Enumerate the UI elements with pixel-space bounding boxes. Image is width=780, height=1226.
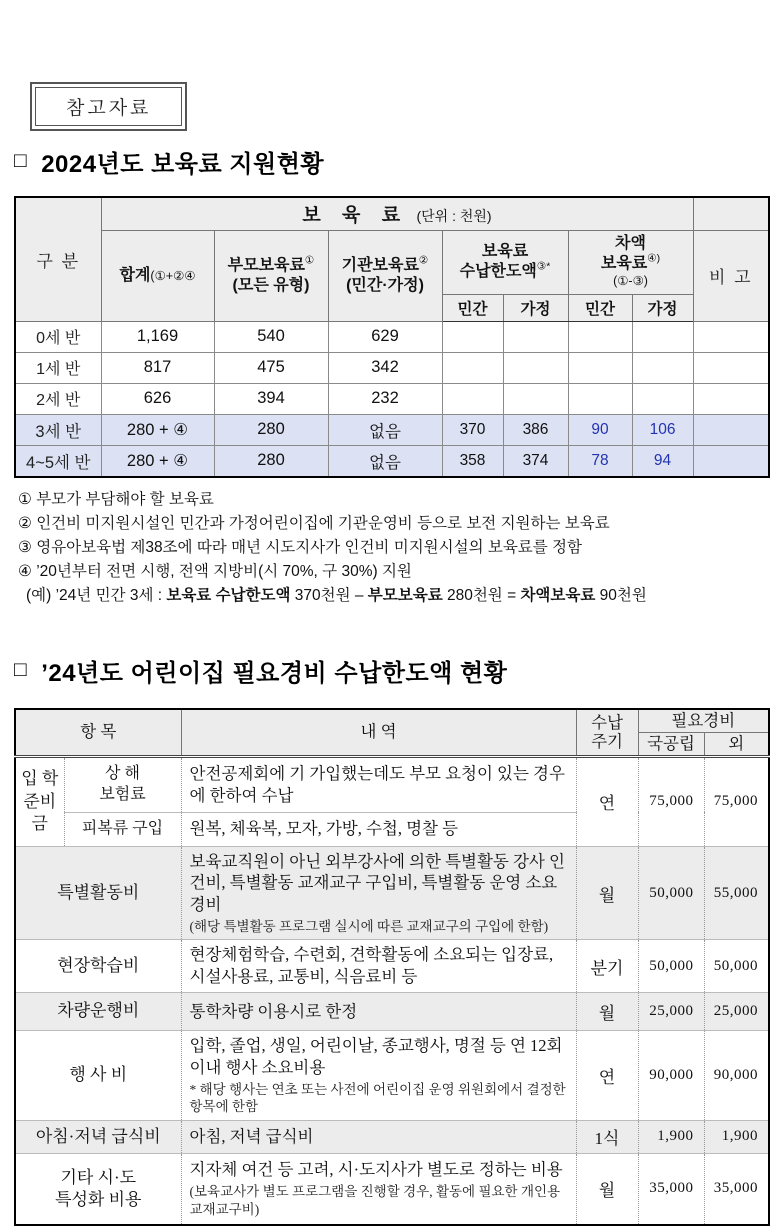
col-diff-line3: (①-③) — [613, 274, 648, 289]
age-label-cell: 2세 반 — [15, 383, 101, 414]
table-row-age45 — [15, 445, 769, 477]
diff-home-cell: 106 — [632, 414, 693, 445]
org-fee-cell: 629 — [328, 321, 442, 352]
col-org-line2: (민간·가정) — [346, 276, 424, 294]
footnote-3: ③ 영유아보육법 제38조에 따라 매년 시도지사가 인건비 미지원시설의 보육료를 정함 — [18, 539, 583, 556]
diff-private-cell — [568, 352, 632, 383]
table-row-age3 — [15, 414, 769, 445]
footnote-1: ① 부모가 부담해야 할 보육료 — [18, 491, 214, 508]
footnote-4: ④ ’20년부터 전면 시행, 전액 지방비(시 70%, 구 30%) 지원 — [18, 563, 412, 580]
footnote-2-marker: ② — [418, 254, 429, 267]
col2-detail: 내 역 — [181, 709, 576, 756]
note-cell — [693, 352, 769, 383]
diff-private-cell: 90 — [568, 414, 632, 445]
item-entrance-line1: 입 학 — [21, 769, 59, 789]
heading-expense-limit — [14, 653, 780, 688]
desc-special-main: 보육교직원이 아닌 외부강사에 의한 특별활동 강사 인건비, 특별활동 교재교구 구입비, 특별활동 운영 소요경비 — [189, 851, 565, 915]
limit-private-cell: 358 — [442, 445, 503, 477]
example-bold-diff: 차액보육료 — [520, 587, 596, 604]
public-amount-cell: 75,000 — [638, 756, 704, 846]
row-etc-special — [15, 1153, 769, 1225]
limit-home-cell: 374 — [503, 445, 568, 477]
public-amount-cell: 35,000 — [638, 1153, 704, 1225]
diff-home-cell — [632, 383, 693, 414]
expense-limit-table — [14, 708, 770, 1226]
desc-special-note: (해당 특별활동 프로그램 실시에 따른 교재교구의 구입에 한함) — [189, 918, 549, 934]
row-event — [15, 1030, 769, 1120]
diff-home-cell — [632, 321, 693, 352]
example-mid2: 280천원 = — [442, 587, 521, 604]
footnote-3-marker: ③* — [536, 260, 551, 273]
cycle-cell: 연 — [576, 756, 638, 846]
subitem-insurance-line1: 상 해 — [105, 764, 140, 782]
row-field-trip — [15, 940, 769, 993]
diff-home-cell — [632, 352, 693, 383]
other-amount-cell: 75,000 — [704, 756, 769, 846]
limit-private-cell — [442, 321, 503, 352]
age-label-cell: 4~5세 반 — [15, 445, 101, 477]
col2-item: 항 목 — [15, 709, 181, 756]
col-limit-line1: 보육료 — [481, 243, 529, 260]
parent-fee-cell: 280 — [214, 445, 328, 477]
heading-support-status — [14, 144, 780, 179]
reference-label: 참고자료 — [35, 87, 182, 126]
public-amount-cell: 90,000 — [638, 1030, 704, 1120]
table-row-age0 — [15, 321, 769, 352]
item-vehicle-cell: 차량운행비 — [15, 992, 181, 1030]
col-note: 비 고 — [693, 230, 769, 321]
other-amount-cell: 1,900 — [704, 1120, 769, 1153]
limit-private-cell — [442, 352, 503, 383]
diff-private-cell — [568, 383, 632, 414]
col-parent-fee — [214, 230, 328, 321]
fee-band-header — [101, 197, 693, 230]
col-fee-limit — [442, 230, 568, 294]
example-prefix: (예) ’24년 민간 3세 : — [26, 587, 167, 604]
parent-fee-cell: 540 — [214, 321, 328, 352]
other-amount-cell: 50,000 — [704, 940, 769, 993]
diff-private-cell — [568, 321, 632, 352]
row-vehicle — [15, 992, 769, 1030]
col-diff-line1: 차액 — [615, 235, 646, 253]
col-total-fee — [101, 230, 214, 321]
parent-fee-cell: 475 — [214, 352, 328, 383]
item-special-cell: 특별활동비 — [15, 846, 181, 940]
other-amount-cell: 55,000 — [704, 846, 769, 940]
limit-private-cell — [442, 383, 503, 414]
col-limit-home: 가정 — [503, 294, 568, 321]
desc-event-cell — [181, 1030, 576, 1120]
cycle-cell: 연 — [576, 1030, 638, 1120]
col-total-main: 합계 — [119, 266, 151, 284]
heading-expense-limit-text: ’24년도 어린이집 필요경비 수납한도액 현황 — [41, 660, 508, 687]
total-cell: 817 — [101, 352, 214, 383]
org-fee-cell: 없음 — [328, 414, 442, 445]
org-fee-cell: 232 — [328, 383, 442, 414]
example-tail: 90천원 — [595, 587, 647, 604]
note-cell — [693, 445, 769, 477]
age-label-cell: 3세 반 — [15, 414, 101, 445]
empty-header-cell — [693, 197, 769, 230]
note-cell — [693, 414, 769, 445]
col-org-line1: 기관보육료 — [341, 256, 419, 274]
total-cell: 1,169 — [101, 321, 214, 352]
col-gubun: 구 분 — [15, 197, 101, 321]
desc-insurance-cell: 안전공제회에 기 가입했는데도 부모 요청이 있는 경우에 한하여 수납 — [181, 756, 576, 812]
desc-meal-cell: 아침, 저녁 급식비 — [181, 1120, 576, 1153]
col-org-fee — [328, 230, 442, 321]
limit-home-cell — [503, 352, 568, 383]
other-amount-cell: 35,000 — [704, 1153, 769, 1225]
footnote-4-marker: ④) — [647, 252, 661, 265]
example-bold-limit: 보육료 수납한도액 — [166, 587, 291, 604]
note-cell — [693, 321, 769, 352]
desc-etc-note: (보육교사가 별도 프로그램을 진행할 경우, 활동에 필요한 개인용 교재교구비) — [189, 1184, 561, 1217]
item-field-cell: 현장학습비 — [15, 940, 181, 993]
desc-field-cell: 현장체험학습, 수련회, 견학활동에 소요되는 입장료, 시설사용료, 교통비, 식음료비 등 — [181, 940, 576, 993]
item-entrance-line2: 준비금 — [23, 791, 57, 833]
table-row-age1 — [15, 352, 769, 383]
childcare-fee-table — [14, 196, 770, 478]
col2-cycle-line2: 주기 — [591, 732, 623, 752]
col2-expense: 필요경비 — [638, 709, 769, 732]
col-diff-home: 가정 — [632, 294, 693, 321]
diff-private-cell: 78 — [568, 445, 632, 477]
public-amount-cell: 1,900 — [638, 1120, 704, 1153]
limit-home-cell — [503, 321, 568, 352]
total-cell: 280 + ④ — [101, 445, 214, 477]
footnote-example — [26, 584, 780, 608]
public-amount-cell: 25,000 — [638, 992, 704, 1030]
col2-cycle-line1: 수납 — [591, 712, 623, 732]
heading-support-status-text: 2024년도 보육료 지원현황 — [41, 151, 325, 178]
desc-clothing-cell: 원복, 체육복, 모자, 가방, 수첩, 명찰 등 — [181, 812, 576, 846]
subitem-insurance-cell — [64, 756, 181, 812]
org-fee-cell: 없음 — [328, 445, 442, 477]
cycle-cell: 월 — [576, 992, 638, 1030]
desc-special-cell — [181, 846, 576, 940]
row-special-activity — [15, 846, 769, 940]
example-bold-parent: 부모보육료 — [367, 587, 443, 604]
public-amount-cell: 50,000 — [638, 846, 704, 940]
col-diff-private: 민간 — [568, 294, 632, 321]
col-parent-line1: 부모보육료 — [227, 256, 305, 274]
parent-fee-cell: 280 — [214, 414, 328, 445]
limit-home-cell — [503, 383, 568, 414]
cycle-cell: 분기 — [576, 940, 638, 993]
square-bullet-icon: □ — [14, 657, 28, 681]
fee-band-title: 보 육 료 — [302, 205, 409, 227]
reference-label-box — [30, 82, 187, 131]
public-amount-cell: 50,000 — [638, 940, 704, 993]
col-total-sub: (①+②④ — [150, 268, 196, 283]
desc-vehicle-cell: 통학차량 이용시로 한정 — [181, 992, 576, 1030]
table-row-age2 — [15, 383, 769, 414]
org-fee-cell: 342 — [328, 352, 442, 383]
subitem-clothing-cell: 피복류 구입 — [64, 812, 181, 846]
col-limit-private: 민간 — [442, 294, 503, 321]
age-label-cell: 1세 반 — [15, 352, 101, 383]
item-entrance-cell — [15, 756, 64, 846]
footnote-2: ② 인건비 미지원시설인 민간과 가정어린이집에 기관운영비 등으로 보전 지원하는 보육료 — [18, 515, 610, 532]
total-cell: 280 + ④ — [101, 414, 214, 445]
desc-event-main: 입학, 졸업, 생일, 어린이날, 종교행사, 명절 등 연 12회 이내 행사 소요비용 — [189, 1035, 563, 1077]
col2-other: 외 — [704, 732, 769, 756]
col-diff-line2: 보육료 — [600, 255, 648, 273]
note-cell — [693, 383, 769, 414]
item-meal-cell: 아침·저녁 급식비 — [15, 1120, 181, 1153]
footnotes-block — [18, 488, 780, 608]
item-etc-line1: 기타 시·도 — [60, 1167, 137, 1187]
col-limit-line2: 수납한도액 — [459, 263, 537, 280]
row-entrance-insurance — [15, 756, 769, 812]
parent-fee-cell: 394 — [214, 383, 328, 414]
other-amount-cell: 25,000 — [704, 992, 769, 1030]
diff-home-cell: 94 — [632, 445, 693, 477]
fee-band-unit: (단위 : 천원) — [416, 208, 492, 225]
total-cell: 626 — [101, 383, 214, 414]
item-event-cell: 행 사 비 — [15, 1030, 181, 1120]
row-meal — [15, 1120, 769, 1153]
subitem-insurance-line2: 보험료 — [99, 785, 146, 803]
cycle-cell: 월 — [576, 1153, 638, 1225]
cycle-cell: 월 — [576, 846, 638, 940]
item-etc-line2: 특성화 비용 — [55, 1189, 142, 1209]
limit-home-cell: 386 — [503, 414, 568, 445]
desc-event-note: * 해당 행사는 연초 또는 사전에 어린이집 운영 위원회에서 결정한 항목에 한함 — [189, 1081, 566, 1115]
cycle-cell: 1식 — [576, 1120, 638, 1153]
col2-cycle — [576, 709, 638, 756]
example-mid1: 370천원 – — [290, 587, 368, 604]
col-diff-fee — [568, 230, 693, 294]
col2-public: 국공립 — [638, 732, 704, 756]
desc-etc-main: 지자체 여건 등 고려, 시·도지사가 별도로 정하는 비용 — [189, 1160, 563, 1180]
item-etc-cell — [15, 1153, 181, 1225]
other-amount-cell: 90,000 — [704, 1030, 769, 1120]
desc-etc-cell — [181, 1153, 576, 1225]
limit-private-cell: 370 — [442, 414, 503, 445]
col-parent-line2: (모든 유형) — [232, 276, 310, 294]
footnote-1-marker: ① — [304, 254, 315, 267]
age-label-cell: 0세 반 — [15, 321, 101, 352]
square-bullet-icon: □ — [14, 148, 28, 172]
